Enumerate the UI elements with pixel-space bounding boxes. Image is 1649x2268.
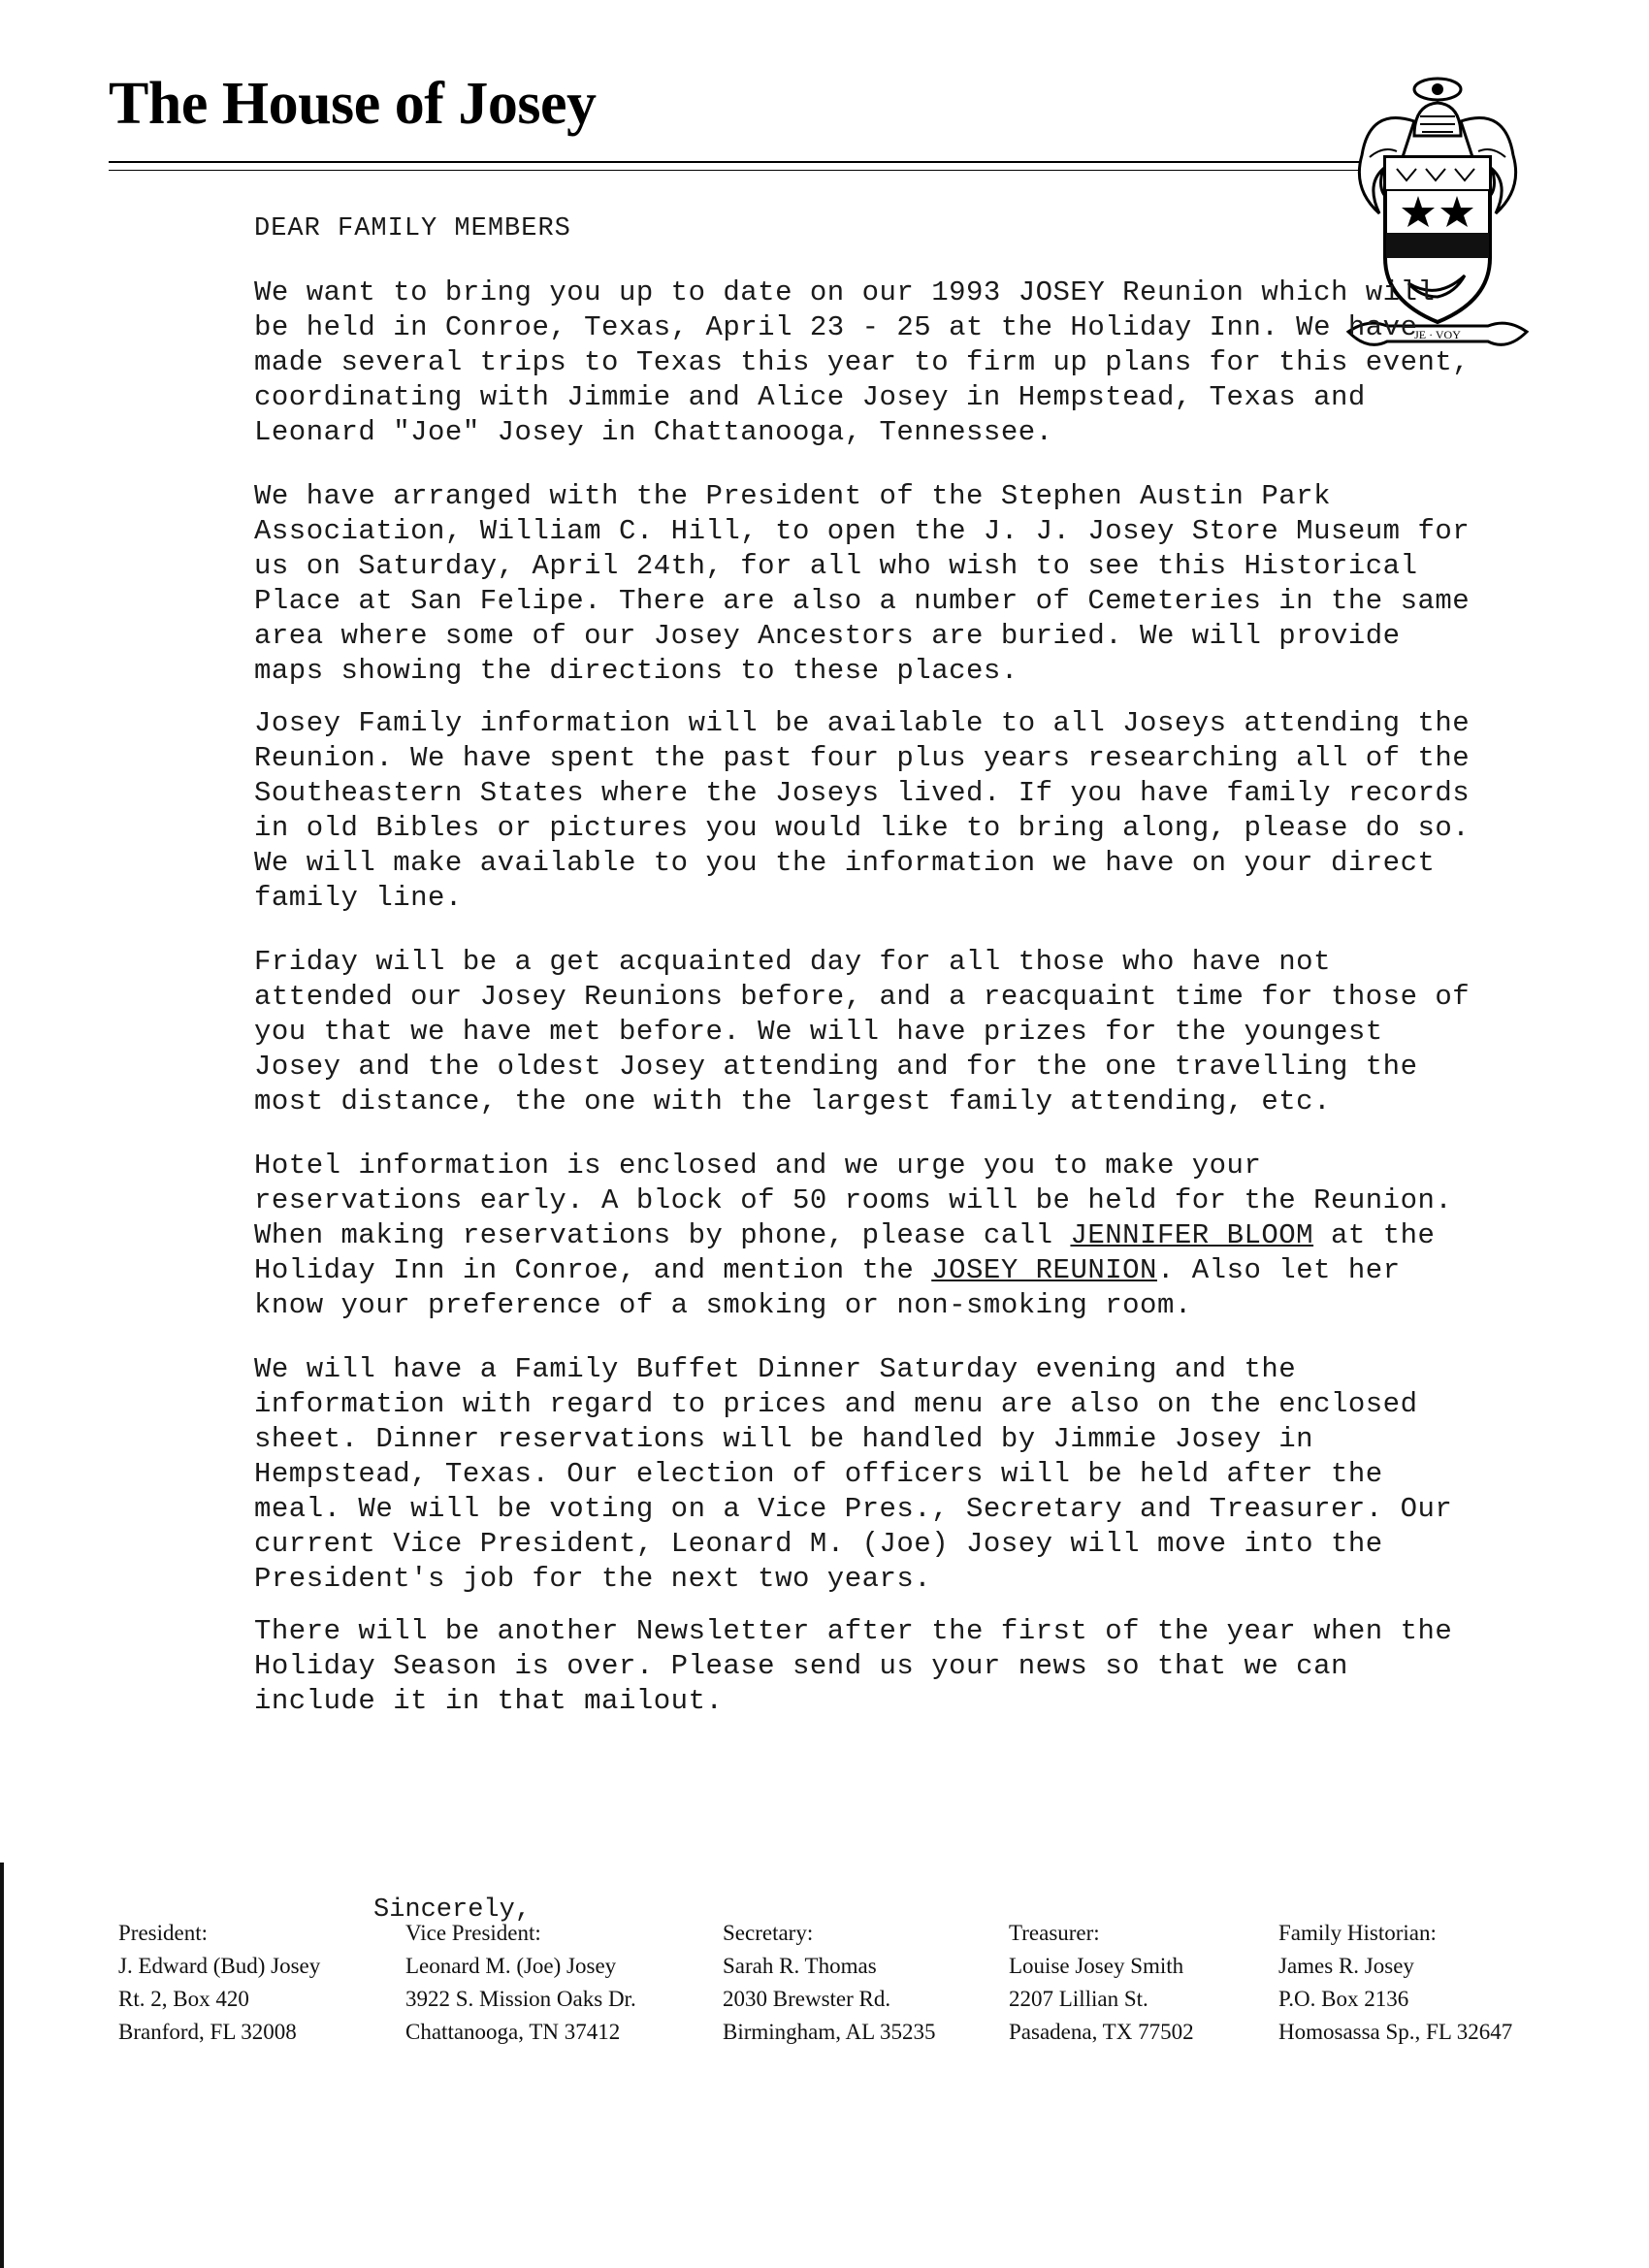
officer-role: Family Historian: xyxy=(1278,1921,1437,1945)
letter-body xyxy=(254,211,1476,1748)
officer-name: Leonard M. (Joe) Josey xyxy=(405,1954,617,1978)
officer-role: Treasurer: xyxy=(1009,1921,1100,1945)
crest-motto: JE · VOY xyxy=(1414,328,1461,341)
officer-address-line2: Chattanooga, TN 37412 xyxy=(405,2020,621,2044)
officer-address-line2: Pasadena, TX 77502 xyxy=(1009,2020,1194,2044)
officer-name: J. Edward (Bud) Josey xyxy=(118,1954,321,1978)
salutation: DEAR FAMILY MEMBERS xyxy=(254,214,571,243)
officer-address-line1: P.O. Box 2136 xyxy=(1278,1987,1409,2011)
paragraph-hotel-information xyxy=(254,1149,1476,1323)
hotel-text-middle: at the Holiday Inn in Conroe, and mention the xyxy=(254,1219,1436,1286)
paragraph-newsletter: There will be another Newsletter after the first of the year when the Holiday Season is over. Please send us your news so that we can include it in that mailout. xyxy=(254,1615,1453,1717)
officer-address-line2: Birmingham, AL 35235 xyxy=(723,2020,936,2044)
officer-secretary xyxy=(723,1917,936,2049)
officer-address-line1: 3922 S. Mission Oaks Dr. xyxy=(405,1987,636,2011)
hotel-text-intro: Hotel information is enclosed and we urge you to make your reservations early. A block of 50 rooms will be held for the Reunion. When making reservations by phone, please call xyxy=(254,1150,1453,1251)
officer-treasurer xyxy=(1009,1917,1194,2049)
paragraph-family-information: Josey Family information will be available to all Joseys attending the Reunion. We have spent the past four plus years researching all of the Southeastern States where the Joseys lived. If you have family records in old Bibles or pictures you would like to bring along, please do so. We will make available to you the information we have on your direct family line. xyxy=(254,707,1471,914)
masthead-title: The House of Josey xyxy=(109,71,597,137)
officer-address-line1: 2030 Brewster Rd. xyxy=(723,1987,891,2011)
officer-address-line1: Rt. 2, Box 420 xyxy=(118,1987,249,2011)
officer-role: President: xyxy=(118,1921,208,1945)
masthead-rule-thin xyxy=(109,170,1366,171)
officer-address-line2: Branford, FL 32008 xyxy=(118,2020,297,2044)
masthead-rule-thick xyxy=(109,161,1366,163)
hotel-contact-name: JENNIFER BLOOM xyxy=(1070,1219,1314,1251)
officer-role: Secretary: xyxy=(723,1921,814,1945)
officer-role: Vice President: xyxy=(405,1921,541,1945)
officer-name: Sarah R. Thomas xyxy=(723,1954,877,1978)
officer-vice-president xyxy=(405,1917,636,2049)
officer-address-line1: 2207 Lillian St. xyxy=(1009,1987,1148,2011)
paragraph-friday-activities: Friday will be a get acquainted day for all those who have not attended our Josey Reunions before, and a reacquaint time for those of you that we have met before. We will have prizes for the youngest Josey and the oldest Josey attending and for the one travelling the most distance, the one with the largest family attending, etc. xyxy=(254,946,1471,1118)
scan-edge xyxy=(0,1863,4,2268)
reunion-name: JOSEY REUNION xyxy=(931,1254,1157,1286)
officer-president xyxy=(118,1917,320,2049)
hotel-text-after: . Also let her know your preference of a smoking or non-smoking room. xyxy=(254,1254,1401,1321)
officer-name: Louise Josey Smith xyxy=(1009,1954,1184,1978)
officer-family-historian xyxy=(1278,1917,1512,2049)
officer-address-line2: Homosassa Sp., FL 32647 xyxy=(1278,2020,1513,2044)
letter-closing: Sincerely, xyxy=(373,1895,532,1925)
paragraph-reunion-intro: We want to bring you up to date on our 1993 JOSEY Reunion which will be held in Conroe, Texas, April 23 - 25 at the Holiday Inn. We have made several trips to Texas this year to firm up plans for this event, coordinating with Jimmie and Alice Josey in Hempstead, Texas and Leonard "Joe" Josey in Chattanooga, Tennessee. xyxy=(254,276,1471,448)
paragraph-family-dinner: We will have a Family Buffet Dinner Saturday evening and the information with regard to prices and menu are also on the enclosed sheet. Dinner reservations will be handled by Jimmie Josey in Hempstead, Texas. Our election of officers will be held after the meal. We will be voting on a Vice Pres., Secretary and Treasurer. Our current Vice President, Leonard M. (Joe) Josey will move into the President's job for the next two years. xyxy=(254,1353,1453,1595)
officer-name: James R. Josey xyxy=(1278,1954,1414,1978)
paragraph-museum-visit: We have arranged with the President of the Stephen Austin Park Association, William C. Hill, to open the J. J. Josey Store Museum for us on Saturday, April 24th, for all who wish to see this Historical Place at San Felipe. There are also a number of Cemeteries in the same area where some of our Josey Ancestors are buried. We will provide maps showing the directions to these places. xyxy=(254,480,1471,687)
